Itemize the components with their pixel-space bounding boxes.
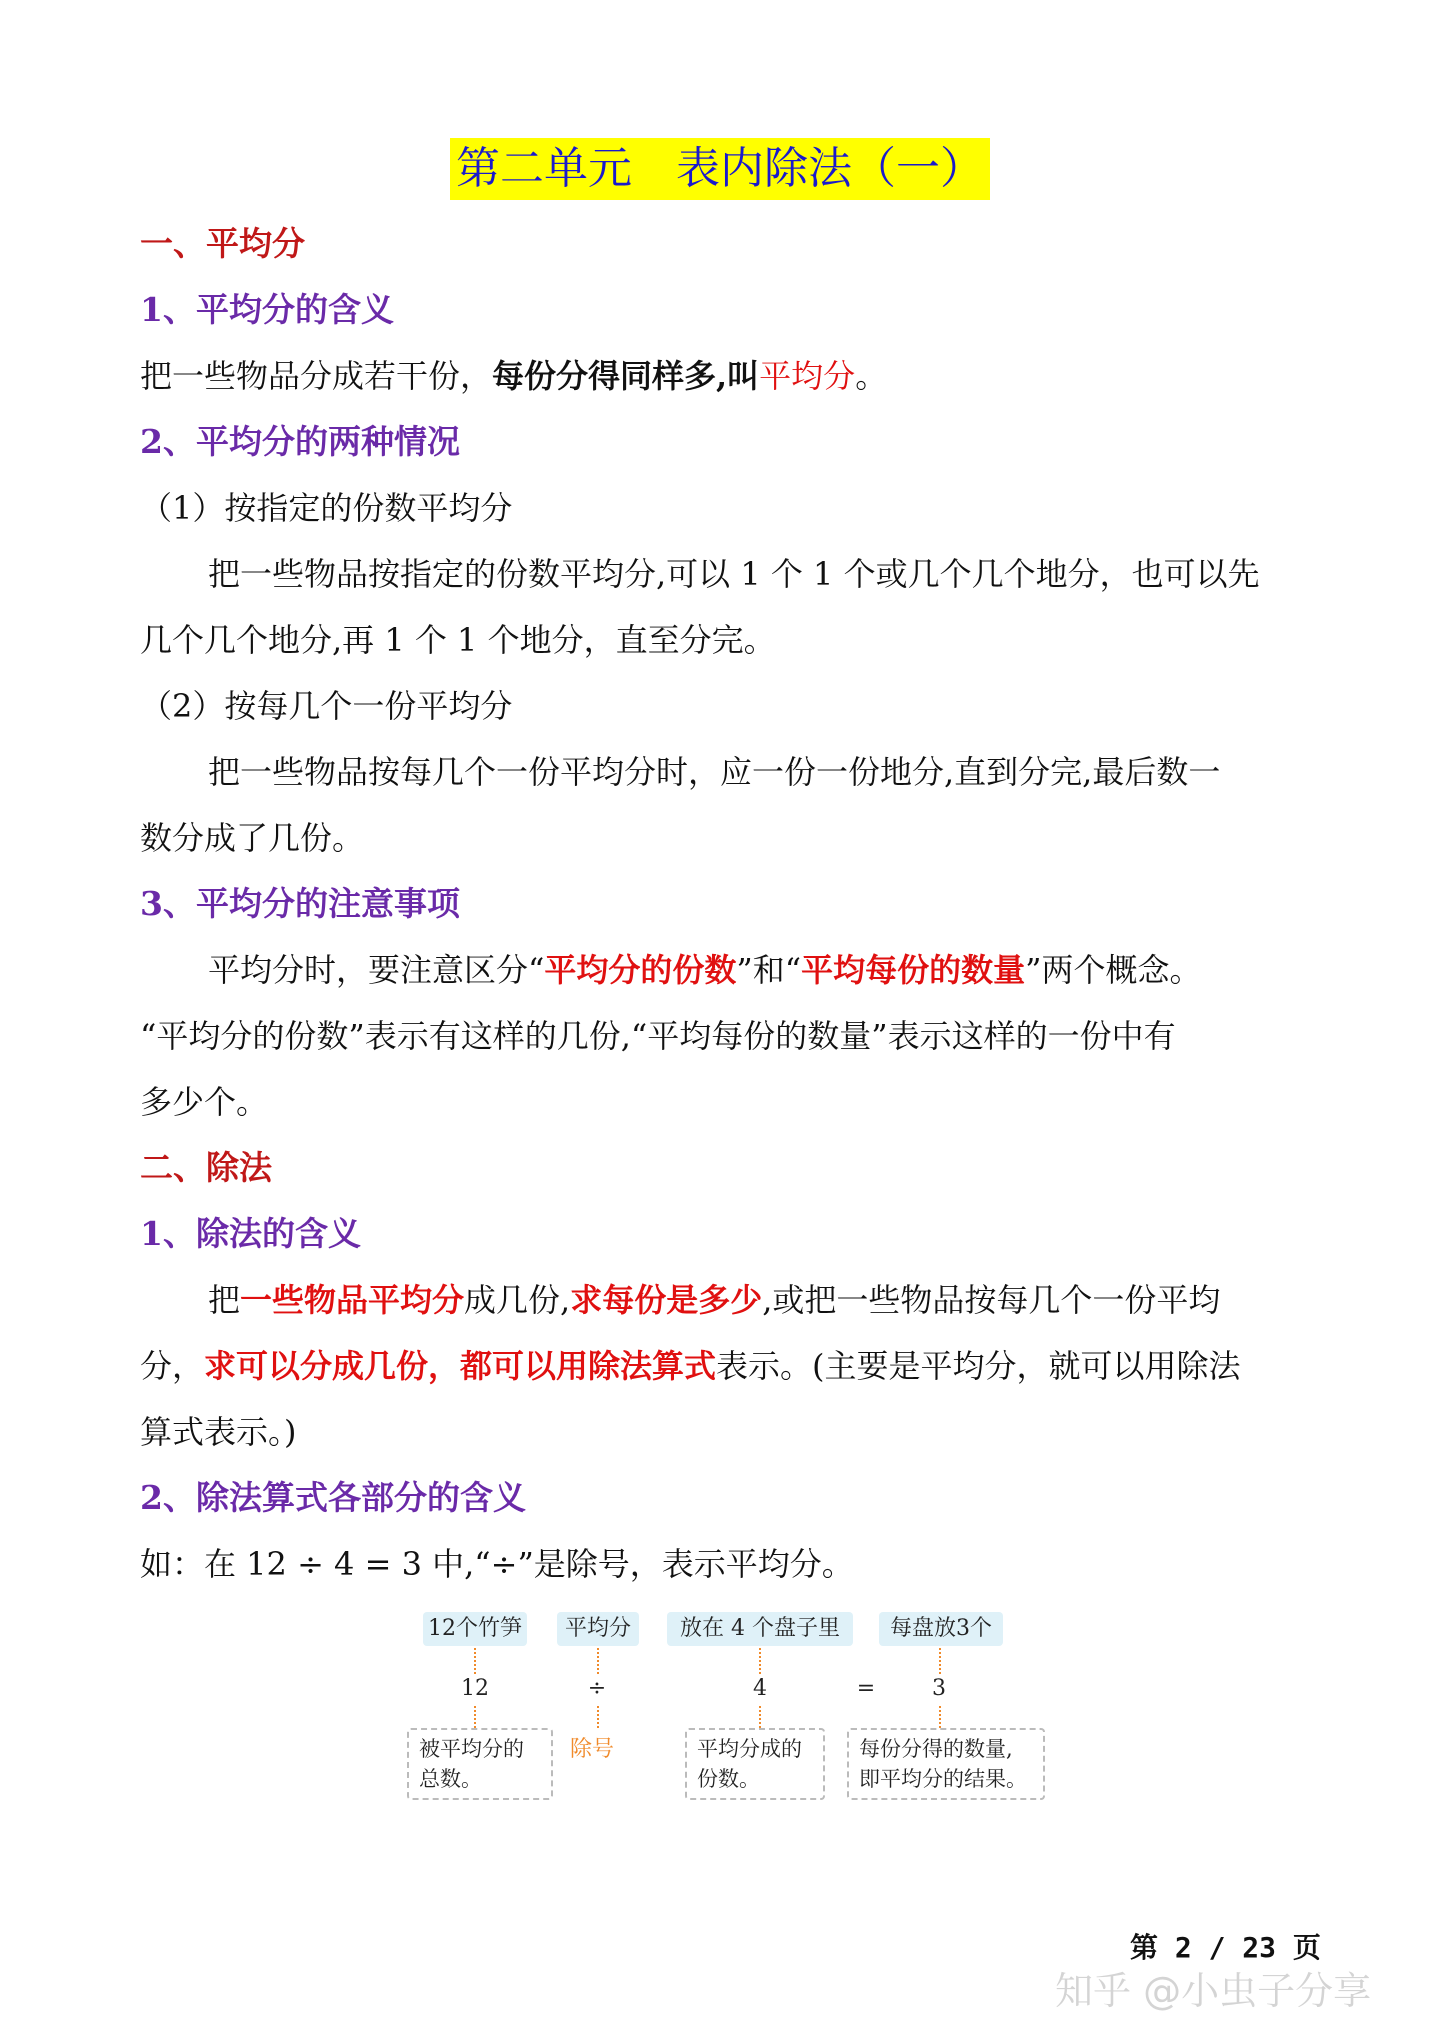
page-title: 第二单元 表内除法（一） (450, 138, 990, 200)
note-text: ”两个概念。 (1025, 951, 1202, 989)
label-quotient (847, 1728, 1045, 1800)
sub-heading-parts: 2、除法算式各部分的含义 (140, 1478, 526, 1517)
definition-line (140, 354, 1310, 398)
definition-emphasis: 每份分得同样多,叫 (492, 357, 760, 395)
note-term-parts: 平均分的份数 (544, 951, 737, 989)
label-line: 即平均分的结果。 (859, 1767, 1027, 1791)
note-line3: 多少个。 (140, 1083, 269, 1121)
meaning-text: 把 (208, 1281, 241, 1319)
connector-dots (474, 1648, 476, 1674)
division-meaning-line1 (140, 1278, 1378, 1322)
note-text: 平均分时，要注意区分“ (208, 951, 545, 989)
division-sign: ÷ (587, 1676, 607, 1701)
meaning-emphasis: 都可以用除法算式 (460, 1347, 717, 1385)
sub-heading-notes: 3、平均分的注意事项 (140, 884, 460, 923)
definition-end: 。 (855, 357, 888, 395)
tag-average: 平均分 (557, 1612, 639, 1646)
meaning-text: ,或把一些物品按每几个一份平均 (762, 1281, 1221, 1319)
meaning-emphasis: 求可以分成几份， (204, 1347, 461, 1385)
division-diagram (395, 1612, 1055, 1798)
sub-heading-division-meaning: 1、除法的含义 (140, 1214, 361, 1253)
equals-sign: = (856, 1676, 876, 1701)
case1-heading: （1）按指定的份数平均分 (140, 489, 513, 527)
connector-dots (759, 1706, 761, 1728)
meaning-text: 成几份, (464, 1281, 571, 1319)
sub-heading-meaning: 1、平均分的含义 (140, 290, 394, 329)
tag-bamboo: 12个竹笋 (423, 1612, 527, 1646)
connector-dots (474, 1706, 476, 1728)
case2-heading: （2）按每几个一份平均分 (140, 687, 513, 725)
label-dividend (407, 1728, 553, 1800)
connector-dots (939, 1706, 941, 1728)
definition-term: 平均分 (759, 357, 856, 395)
label-divisor (685, 1728, 825, 1800)
dividend: 12 (461, 1676, 489, 1701)
label-line: 每份分得的数量, (859, 1737, 1013, 1761)
division-meaning-line3: 算式表示。) (140, 1413, 297, 1451)
sub-heading-two-cases: 2、平均分的两种情况 (140, 422, 460, 461)
meaning-text: 表示。(主要是平均分，就可以用除法 (716, 1347, 1241, 1385)
case1-line2: 几个几个地分,再 1 个 1 个地分，直至分完。 (140, 621, 776, 659)
label-division-sign: 除号 (570, 1737, 615, 1762)
note-line2: “平均分的份数”表示有这样的几份,“平均每份的数量”表示这样的一份中有 (140, 1017, 1176, 1055)
section-heading-division: 二、除法 (140, 1148, 272, 1187)
label-line: 被平均分的 (419, 1737, 524, 1761)
note-line1 (140, 948, 1378, 992)
divisor: 4 (753, 1676, 767, 1701)
section-heading-average: 一、平均分 (140, 224, 305, 263)
note-text: ”和“ (736, 951, 802, 989)
definition-part: 把一些物品分成若干份， (140, 357, 493, 395)
meaning-emphasis: 求每份是多少 (570, 1281, 763, 1319)
note-term-quantity: 平均每份的数量 (801, 951, 1026, 989)
connector-dots (759, 1648, 761, 1674)
case1-line1: 把一些物品按指定的份数平均分,可以 1 个 1 个或几个几个地分，也可以先 (208, 555, 1260, 593)
watermark: 知乎 @小虫子分享 (1055, 1969, 1372, 2013)
connector-dots (597, 1706, 599, 1728)
division-meaning-line2 (140, 1344, 1310, 1388)
page-number: 第 2 / 23 页 (1130, 1931, 1321, 1964)
tag-per-plate: 每盘放3个 (879, 1612, 1003, 1646)
label-line: 份数。 (697, 1767, 760, 1791)
tag-plates: 放在 4 个盘子里 (667, 1612, 853, 1646)
meaning-text: 分， (140, 1347, 205, 1385)
connector-dots (597, 1648, 599, 1674)
title-container (0, 138, 1440, 200)
meaning-emphasis: 一些物品平均分 (240, 1281, 465, 1319)
connector-dots (939, 1648, 941, 1674)
quotient: 3 (932, 1676, 946, 1701)
case2-line1: 把一些物品按每几个一份平均分时，应一份一份地分,直到分完,最后数一 (208, 753, 1221, 791)
label-line: 平均分成的 (697, 1737, 802, 1761)
label-line: 总数。 (419, 1767, 482, 1791)
case2-line2: 数分成了几份。 (140, 819, 365, 857)
example-line: 如：在 12 ÷ 4 = 3 中,“÷”是除号，表示平均分。 (140, 1545, 854, 1583)
